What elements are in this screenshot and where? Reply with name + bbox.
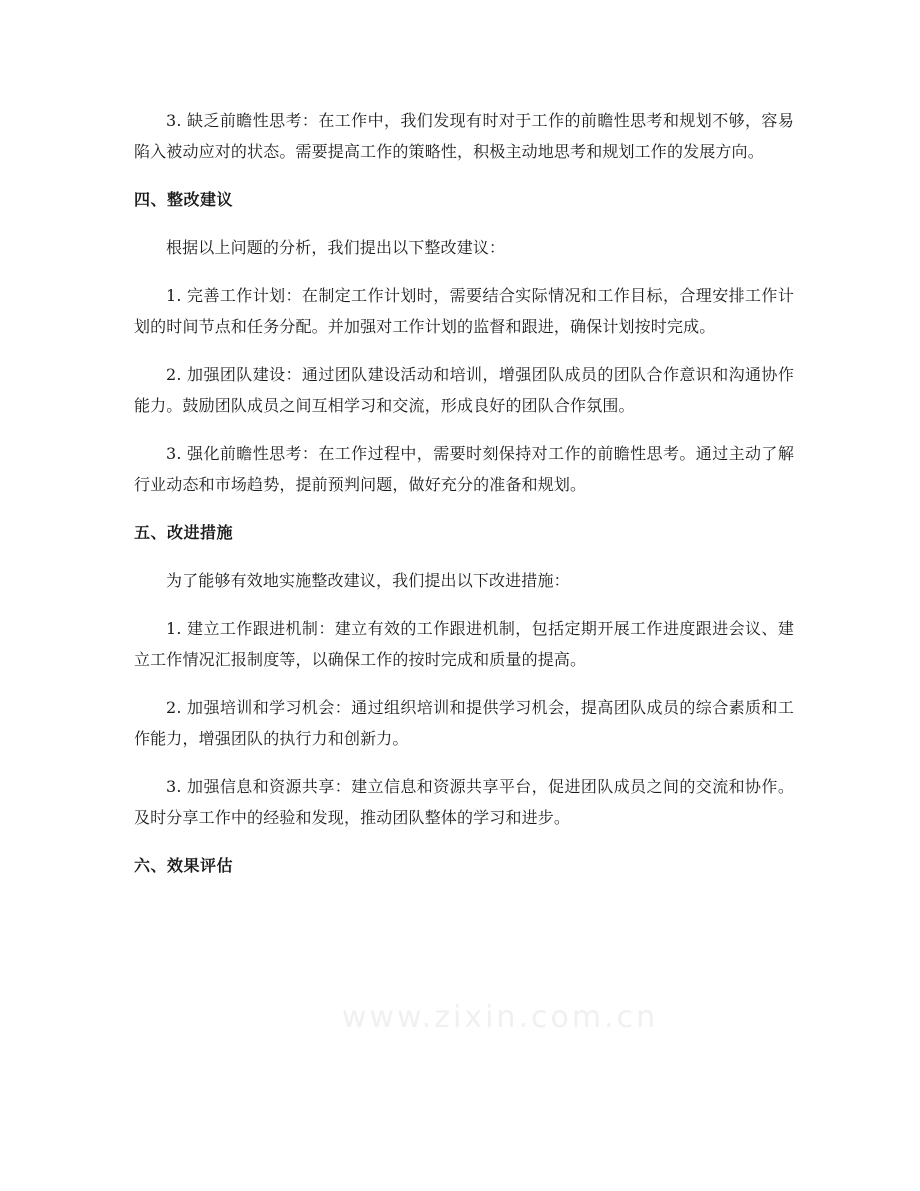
paragraph-measure-2: 2. 加强培训和学习机会：通过组织培训和提供学习机会，提高团队成员的综合素质和工作能力，增强团队的执行力和创新力。 <box>134 698 794 748</box>
paragraph-suggestion-3: 3. 强化前瞻性思考：在工作过程中，需要时刻保持对工作的前瞻性思考。通过主动了解行业动态和市场趋势，提前预判问题，做好充分的准备和规划。 <box>134 444 794 494</box>
paragraph-measure-3: 3. 加强信息和资源共享：建立信息和资源共享平台，促进团队成员之间的交流和协作。及时分享工作中的经验和发现，推动团队整体的学习和进步。 <box>134 777 794 827</box>
watermark: www.zixin.com.cn <box>341 1000 659 1035</box>
paragraph-suggestion-1: 1. 完善工作计划：在制定工作计划时，需要结合实际情况和工作目标，合理安排工作计划的时间节点和任务分配。并加强对工作计划的监督和跟进，确保计划按时完成。 <box>134 286 794 336</box>
document-body <box>134 105 794 898</box>
paragraph-suggestion-2: 2. 加强团队建设：通过团队建设活动和培训，增强团队成员的团队合作意识和沟通协作能力。鼓励团队成员之间互相学习和交流，形成良好的团队合作氛围。 <box>134 365 794 415</box>
heading-rectification-suggestions: 四、整改建议 <box>134 190 234 209</box>
heading-effect-evaluation: 六、效果评估 <box>134 856 234 875</box>
heading-improvement-measures: 五、改进措施 <box>134 523 234 542</box>
paragraph-suggestions-intro: 根据以上问题的分析，我们提出以下整改建议： <box>166 238 506 257</box>
paragraph-lack-foresight: 3. 缺乏前瞻性思考：在工作中，我们发现有时对于工作的前瞻性思考和规划不够，容易陷入被动应对的状态。需要提高工作的策略性，积极主动地思考和规划工作的发展方向。 <box>134 111 794 161</box>
paragraph-measure-1: 1. 建立工作跟进机制：建立有效的工作跟进机制，包括定期开展工作进度跟进会议、建立工作情况汇报制度等，以确保工作的按时完成和质量的提高。 <box>134 619 794 669</box>
paragraph-measures-intro: 为了能够有效地实施整改建议，我们提出以下改进措施： <box>166 571 570 590</box>
